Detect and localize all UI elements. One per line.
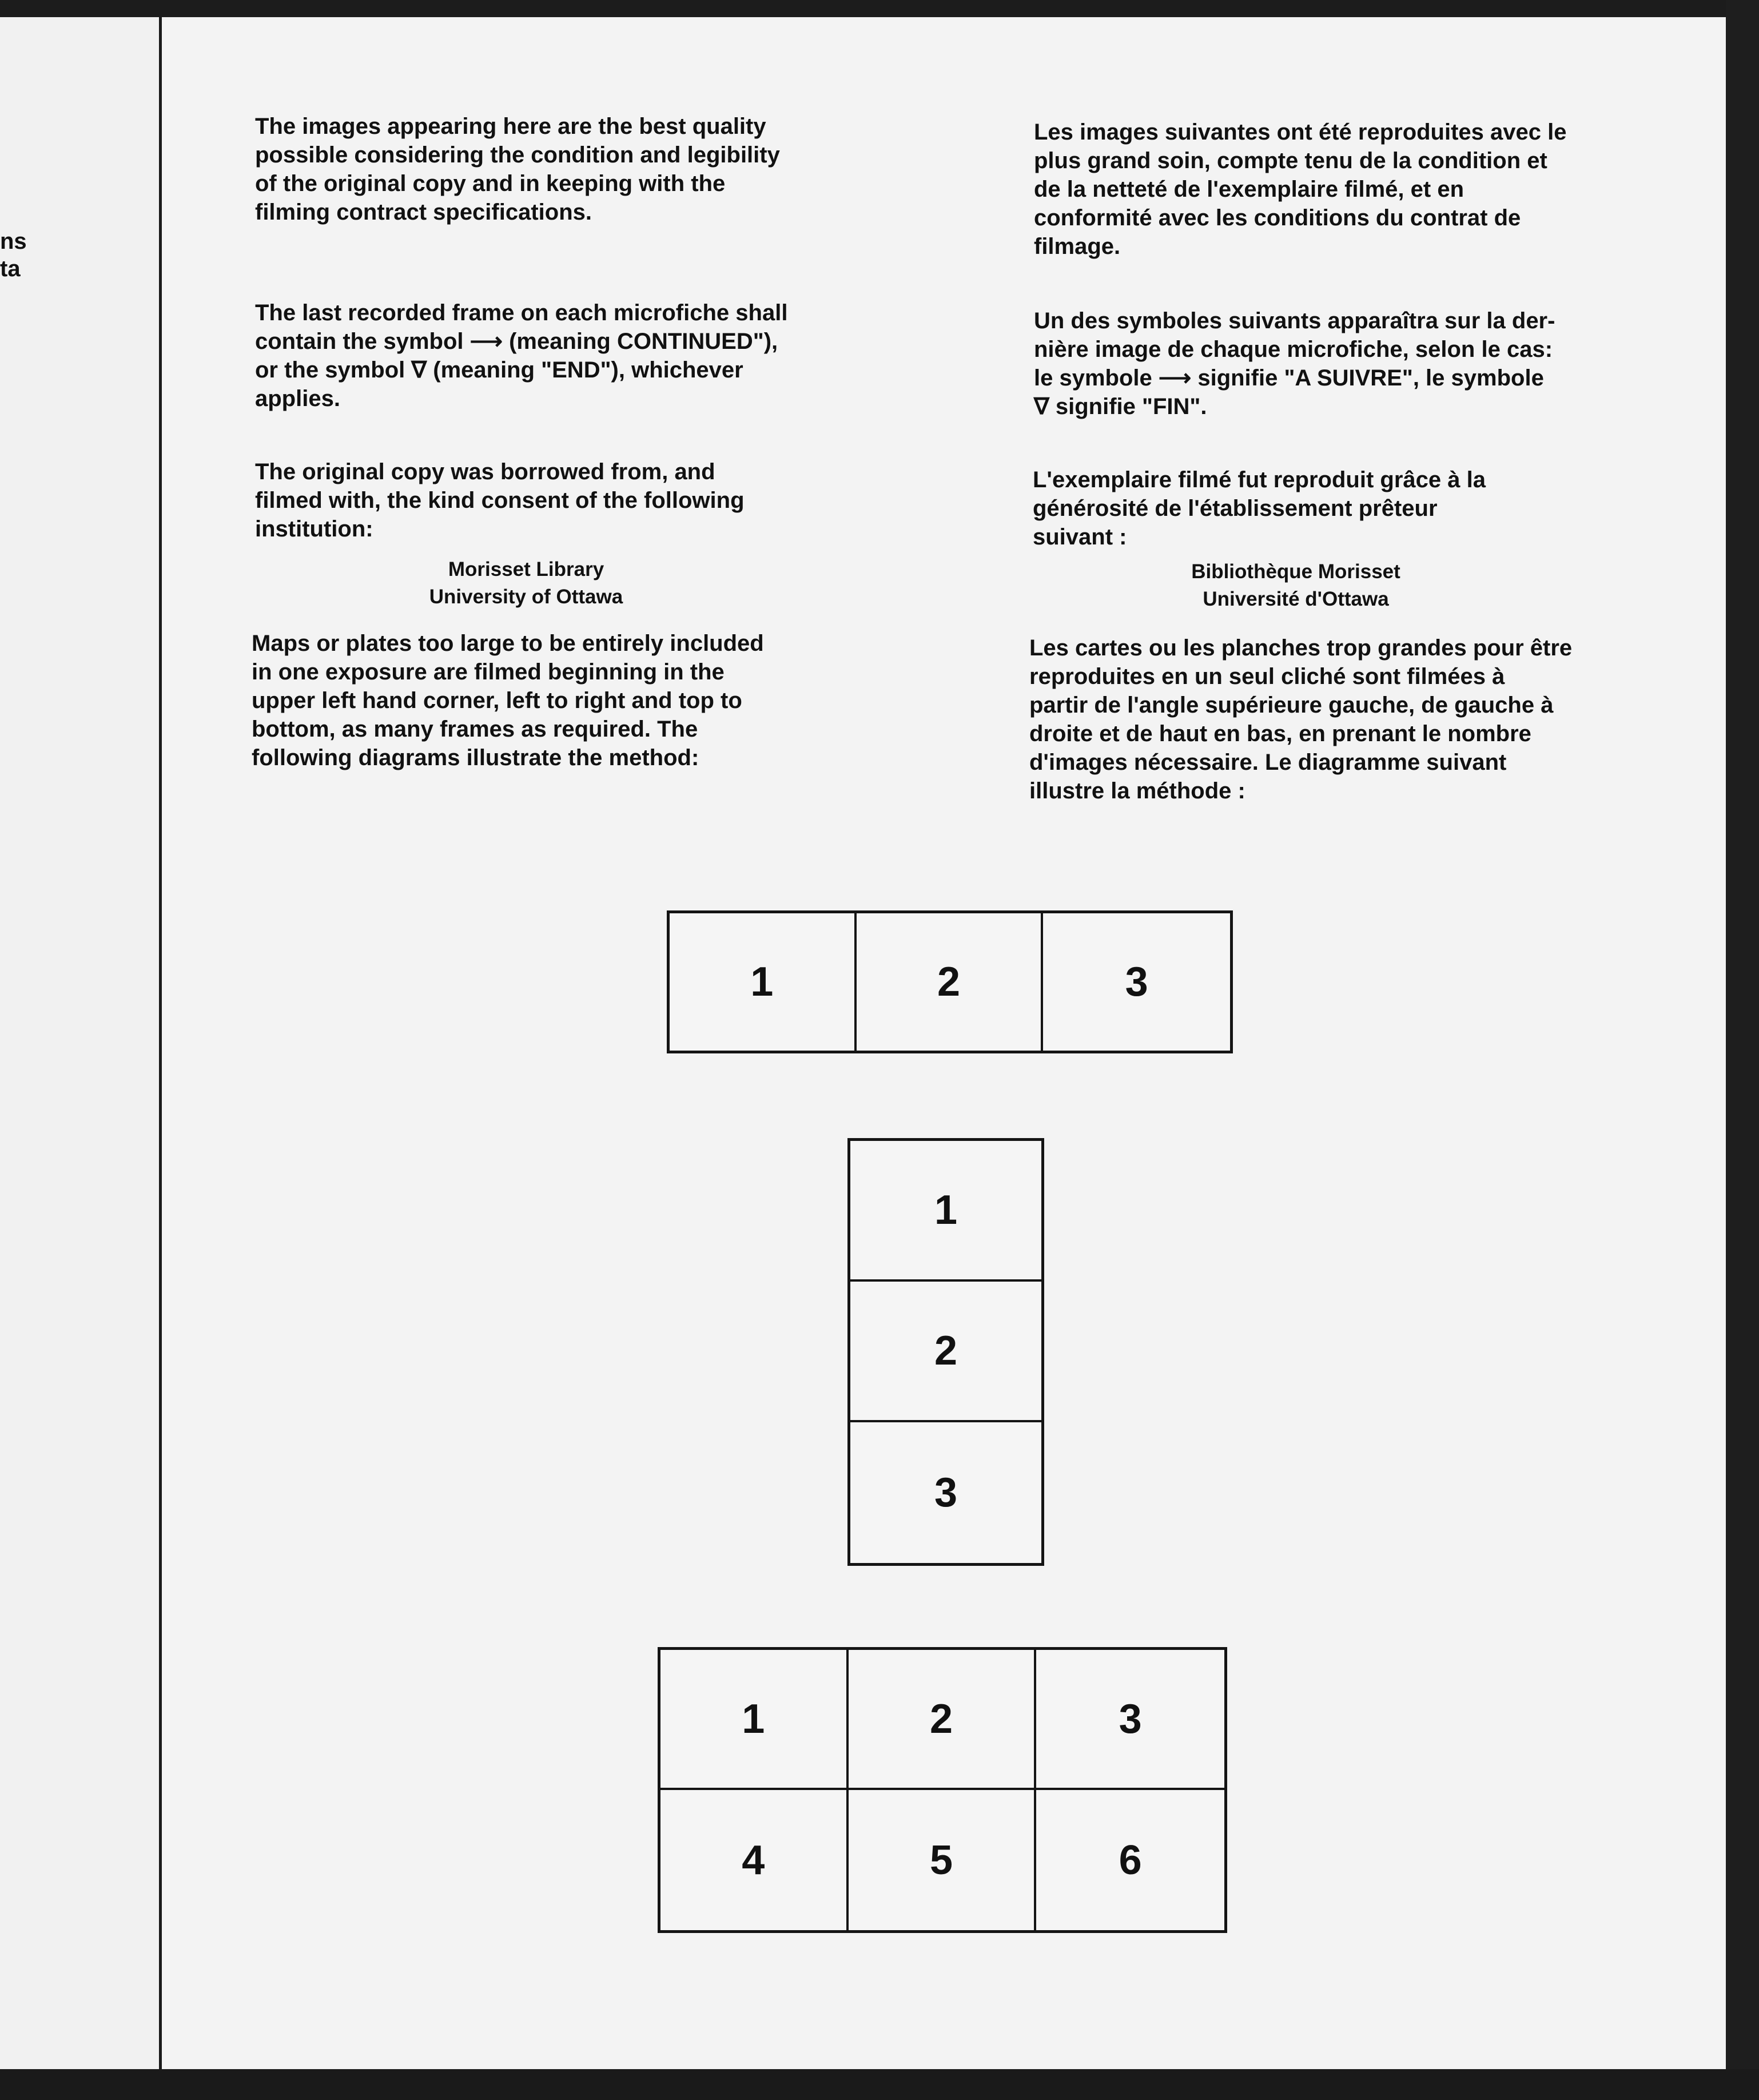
- institution-name-en: Morisset Library University of Ottawa: [429, 558, 623, 608]
- frame-cell: 4: [660, 1790, 849, 1930]
- institution-name-fr: Bibliothèque Morisset Université d'Ottawa: [1191, 560, 1400, 610]
- diagram-row: [667, 910, 1233, 1053]
- document-page: [0, 17, 1726, 2069]
- film-border-top: [0, 0, 1759, 17]
- frame-cell: 2: [849, 1650, 1037, 1790]
- frame-cell: 2: [857, 913, 1044, 1051]
- method-paragraph-fr: Les cartes ou les planches trop grandes pour être reproduites en un seul cliché sont filmées à partir de l'angle supérieure gauche, de gauche à droite et de haut en bas, en prenant le nombre d'images nécessaire. Le diagramme suivant illustre la méthode :: [1029, 635, 1573, 804]
- frame-cell: 5: [849, 1790, 1037, 1930]
- frame-cell: 3: [1125, 959, 1148, 1005]
- institution-intro-fr: L'exemplaire filmé fut reproduit grâce à la générosité de l'établissement prêteur suivant :: [1033, 467, 1486, 550]
- film-border-bottom: [0, 2069, 1759, 2100]
- previous-page-fragment: ns: [0, 229, 27, 254]
- frame-cell: 1: [660, 1650, 849, 1790]
- previous-page-strip: [0, 17, 159, 2069]
- intro-paragraph-en: The images appearing here are the best quality possible considering the condition and legibility of the original copy and in keeping with the filming contract specifications.: [255, 114, 780, 225]
- diagram-column: [847, 1138, 1044, 1566]
- frame-cell: 3: [934, 1470, 958, 1516]
- frame-cell: 1: [670, 913, 857, 1051]
- frame-cell: 1: [850, 1141, 1041, 1282]
- intro-paragraph-fr: Les images suivantes ont été reproduites avec le plus grand soin, compte tenu de la condition et de la netteté de l'exemplaire filmé, et en conformité avec les conditions du contrat de filmage.: [1034, 120, 1567, 259]
- method-paragraph-en: Maps or plates too large to be entirely included in one exposure are filmed beginning in the upper left hand corner, left to right and top to bottom, as many frames as required. The following diagrams illustrate the method:: [252, 631, 764, 770]
- institution-intro-en: The original copy was borrowed from, and filmed with, the kind consent of the following institution:: [255, 459, 745, 542]
- symbol-paragraph-fr: Un des symboles suivants apparaîtra sur la der- nière image de chaque microfiche, selon le cas: le symbole ⟶ signifie "A SUIVRE", le symbole ∇ signifie "FIN".: [1034, 308, 1555, 419]
- frame-cell: 3: [1036, 1650, 1224, 1790]
- diagram-grid: [658, 1647, 1227, 1933]
- previous-page-fragment: ta: [0, 256, 21, 281]
- film-border-right: [1726, 0, 1759, 2100]
- symbol-paragraph-en: The last recorded frame on each microfiche shall contain the symbol ⟶ (meaning CONTINUED"), or the symbol ∇ (meaning "END"), whichever applies.: [255, 300, 788, 411]
- page-divider: [159, 17, 162, 2069]
- frame-cell: 2: [850, 1282, 1041, 1422]
- frame-cell: 6: [1119, 1837, 1142, 1883]
